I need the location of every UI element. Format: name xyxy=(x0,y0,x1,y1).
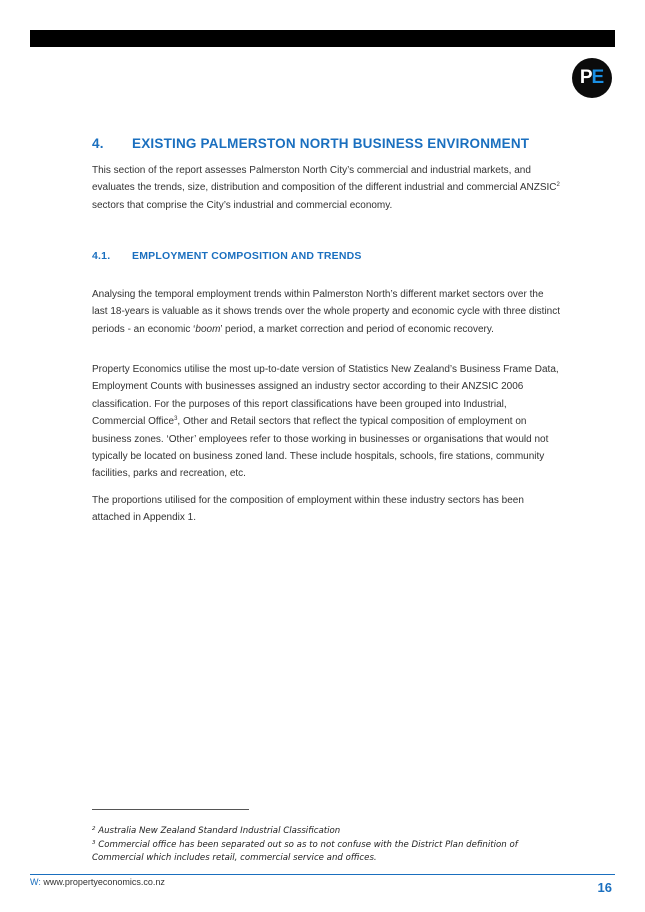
logo-letter-e: E xyxy=(591,67,605,88)
footnote-3 xyxy=(92,839,562,866)
footnotes xyxy=(92,825,562,866)
p1-text-a: Analysing the temporal employment trends within Palmerston North’s different market sectors over the last 18-years is valuable as it shows trends over the whole property and economic cycle with three distinct periods - an economic ‘ xyxy=(92,289,561,335)
p1-emphasis: boom xyxy=(195,323,221,335)
page-number: 16 xyxy=(597,880,612,895)
section-heading xyxy=(92,136,562,151)
footnote-ref-3[interactable]: 3 xyxy=(174,416,178,423)
footnote-mark: 3 xyxy=(92,839,96,846)
section-number: 4. xyxy=(92,136,104,151)
footnote-2 xyxy=(92,825,562,839)
p2-text-b: , Other and Retail sectors that reflect the typical composition of employment on business zones. ‘Other’ employees refer to those working in businesses or organisations that would not typically be located on business zoned land. These include hospitals, schools, fire stations, community facilities, parks and recreation, etc. xyxy=(92,416,549,480)
web-label: W: xyxy=(30,877,41,887)
section-intro-paragraph xyxy=(92,162,560,214)
footnote-divider xyxy=(92,809,249,810)
p1-text-b: ’ period, a market correction and period of economic recovery. xyxy=(220,323,494,335)
footnote-text: Australia New Zealand Standard Industrial Classification xyxy=(95,826,341,836)
intro-text-end: sectors that comprise the City’s industrial and commercial economy. xyxy=(92,199,393,211)
intro-text: This section of the report assesses Palmerston North City’s commercial and industrial markets, and evaluates the trends, size, distribution and composition of the different industrial and commercial ANZSIC xyxy=(92,165,557,194)
web-url-link[interactable]: www.propertyeconomics.co.nz xyxy=(40,877,165,887)
paragraph-business-frame-data xyxy=(92,361,560,483)
property-economics-logo xyxy=(572,58,612,98)
footnote-ref-2[interactable]: 2 xyxy=(556,182,560,189)
section-title: EXISTING PALMERSTON NORTH BUSINESS ENVIRONMENT xyxy=(132,136,530,151)
logo-letter-p: P xyxy=(579,67,592,88)
paragraph-appendix-reference: The proportions utilised for the composition of employment within these industry sectors has been attached in Appendix 1. xyxy=(92,495,524,524)
footer-website[interactable] xyxy=(30,877,165,887)
subsection-heading xyxy=(92,250,562,262)
paragraph-temporal-trends xyxy=(92,286,560,338)
subsection-title: EMPLOYMENT COMPOSITION AND TRENDS xyxy=(132,250,362,262)
header-bar xyxy=(30,30,615,47)
p2-text-a: Property Economics utilise the most up-to-date version of Statistics New Zealand’s Business Frame Data, Employment Counts with businesses assigned an industry sector according to their ANZSIC 2006 classification. For the purposes of this report classifications have been grouped into Industrial, Commercial Office xyxy=(92,364,559,428)
footnote-text: Commercial office has been separated out so as to not confuse with the District Plan definition of Commercial which includes retail, commercial service and offices. xyxy=(92,839,518,863)
footnote-mark: 2 xyxy=(92,826,96,832)
subsection-number: 4.1. xyxy=(92,250,111,262)
footer-divider xyxy=(30,874,615,875)
